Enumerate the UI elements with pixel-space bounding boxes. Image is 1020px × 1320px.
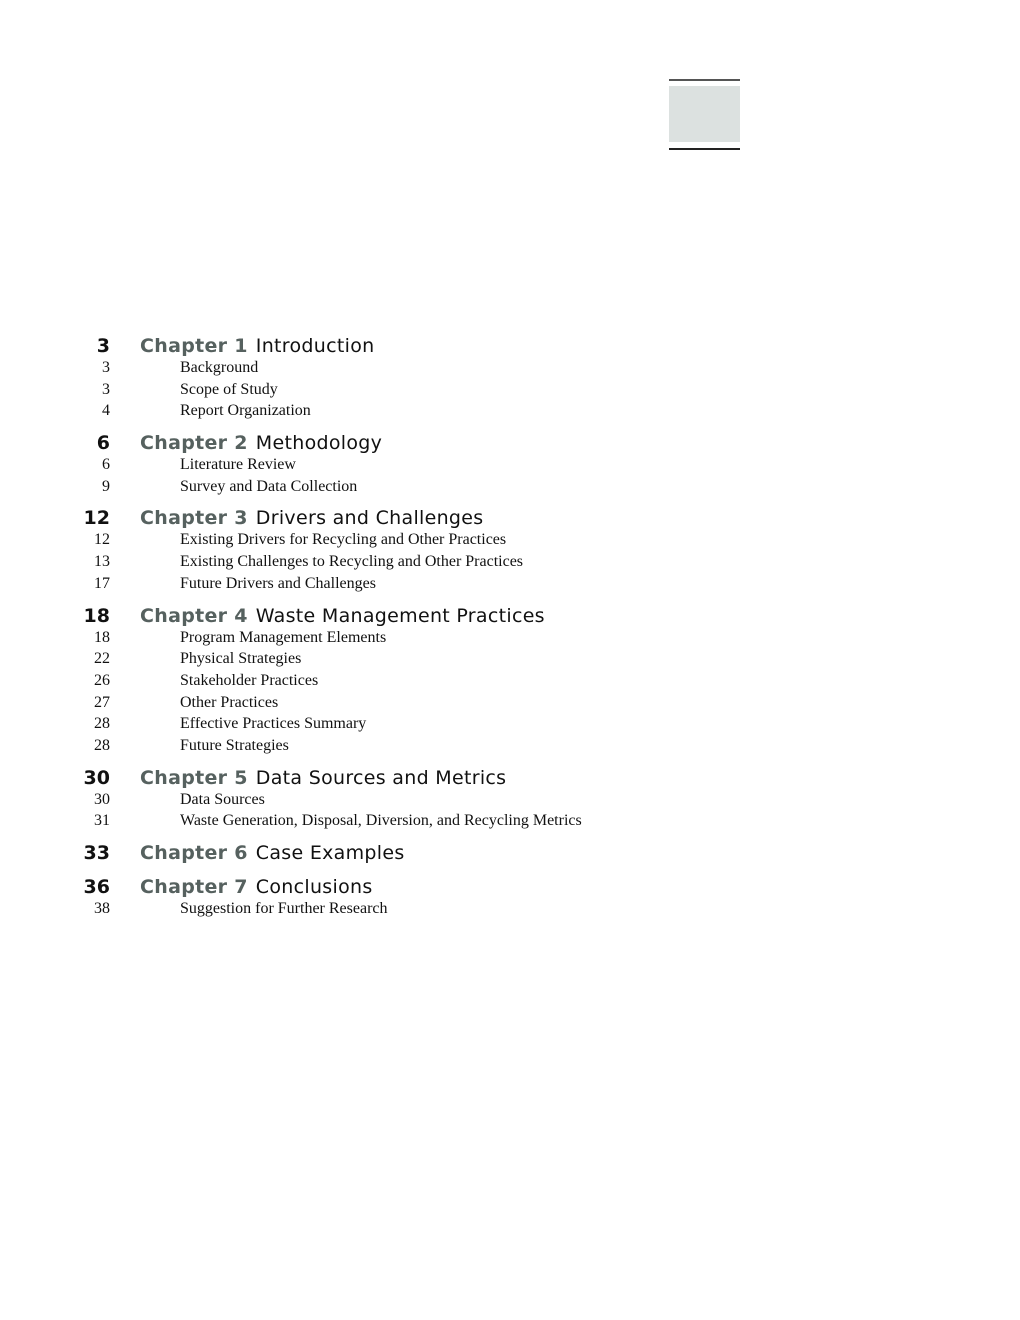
- section-title: Suggestion for Further Research: [180, 900, 388, 917]
- chapter-title: Case Examples: [255, 842, 405, 864]
- chapter-word: Chapter: [140, 507, 228, 530]
- toc-section-entry[interactable]: [0, 379, 1020, 401]
- chapter-word: Chapter: [140, 766, 228, 789]
- chapter-word: Chapter: [140, 432, 228, 455]
- section-page-number: 12: [94, 531, 110, 549]
- chapter-page-number: 30: [83, 766, 110, 789]
- toc-section-entry[interactable]: [0, 476, 1020, 498]
- toc-chapter-entry[interactable]: [0, 875, 1020, 899]
- section-title: Stakeholder Practices: [180, 671, 319, 689]
- chapter-page-number: 3: [96, 335, 110, 357]
- chapter-number: 7: [234, 876, 248, 898]
- section-page-number: 3: [102, 380, 110, 398]
- chapter-number: 4: [234, 604, 248, 627]
- section-title: Waste Generation, Disposal, Diversion, and Recycling Metrics: [180, 812, 582, 830]
- section-title: Literature Review: [180, 456, 296, 474]
- toc-section-entry[interactable]: [0, 627, 1020, 649]
- toc-chapter-entry[interactable]: [0, 431, 1020, 455]
- chapter-title: Introduction: [255, 335, 375, 357]
- chapter-number: 5: [234, 766, 248, 789]
- section-title: Existing Challenges to Recycling and Other Practices: [180, 553, 524, 571]
- toc-section-entry[interactable]: [0, 551, 1020, 573]
- toc-section-entry[interactable]: [0, 357, 1020, 379]
- chapter-page-number: 33: [83, 842, 110, 864]
- header-tab-block: [669, 86, 740, 142]
- section-page-number: 30: [94, 790, 110, 808]
- section-page-number: 4: [102, 402, 110, 420]
- toc-chapter-entry[interactable]: [0, 604, 1020, 628]
- section-page-number: 38: [94, 900, 110, 917]
- section-page-number: 18: [94, 628, 110, 646]
- chapter-title: Data Sources and Metrics: [255, 766, 507, 789]
- chapter-label: [140, 604, 545, 628]
- chapter-page-number: 18: [83, 604, 110, 627]
- toc-chapter-entry[interactable]: [0, 506, 1020, 530]
- toc-chapter-entry[interactable]: [0, 334, 1020, 358]
- section-title: Future Drivers and Challenges: [180, 574, 376, 592]
- chapter-title: Conclusions: [255, 876, 373, 898]
- section-page-number: 13: [94, 553, 110, 571]
- section-page-number: 31: [94, 812, 110, 830]
- chapter-page-number: 6: [96, 432, 110, 455]
- section-title: Data Sources: [180, 790, 265, 808]
- toc-section-entry[interactable]: [0, 692, 1020, 714]
- chapter-word: Chapter: [140, 876, 228, 898]
- toc-chapter-entry[interactable]: [0, 841, 1020, 865]
- chapter-title: Methodology: [255, 432, 383, 455]
- toc-section-entry[interactable]: [0, 454, 1020, 476]
- header-tab-rule-top: [669, 79, 740, 81]
- section-page-number: 26: [94, 671, 110, 689]
- section-page-number: 28: [94, 715, 110, 733]
- section-page-number: 28: [94, 736, 110, 754]
- chapter-title: Drivers and Challenges: [255, 507, 484, 530]
- section-page-number: 17: [94, 574, 110, 592]
- toc-chapter-entry[interactable]: [0, 766, 1020, 790]
- chapter-title: Waste Management Practices: [255, 604, 545, 627]
- header-tab-rule-bottom: [669, 148, 740, 150]
- section-title: Background: [180, 359, 259, 376]
- section-title: Survey and Data Collection: [180, 477, 358, 495]
- section-page-number: 9: [102, 477, 110, 495]
- chapter-word: Chapter: [140, 335, 228, 357]
- chapter-word: Chapter: [140, 604, 228, 627]
- chapter-word: Chapter: [140, 842, 228, 864]
- toc-section-entry[interactable]: [0, 898, 1020, 920]
- toc-section-entry[interactable]: [0, 670, 1020, 692]
- toc-section-entry[interactable]: [0, 400, 1020, 422]
- section-title: Report Organization: [180, 402, 311, 420]
- chapter-label: [140, 841, 405, 865]
- section-title: Scope of Study: [180, 380, 278, 398]
- toc-section-entry[interactable]: [0, 529, 1020, 551]
- toc-section-entry[interactable]: [0, 713, 1020, 735]
- section-title: Physical Strategies: [180, 650, 302, 668]
- chapter-page-number: 12: [83, 507, 110, 530]
- toc-section-entry[interactable]: [0, 735, 1020, 757]
- chapter-number: 6: [234, 842, 248, 864]
- chapter-label: [140, 875, 373, 899]
- toc-section-entry[interactable]: [0, 648, 1020, 670]
- chapter-label: [140, 334, 374, 358]
- section-title: Effective Practices Summary: [180, 715, 367, 733]
- chapter-page-number: 36: [83, 876, 110, 898]
- section-page-number: 27: [94, 693, 110, 711]
- chapter-label: [140, 766, 506, 790]
- table-of-contents: [0, 334, 1020, 920]
- toc-section-entry[interactable]: [0, 789, 1020, 811]
- section-title: Future Strategies: [180, 736, 289, 754]
- chapter-label: [140, 431, 382, 455]
- section-page-number: 22: [94, 650, 110, 668]
- section-title: Program Management Elements: [180, 628, 387, 646]
- chapter-label: [140, 506, 483, 530]
- section-page-number: 3: [102, 359, 110, 376]
- toc-section-entry[interactable]: [0, 573, 1020, 595]
- toc-section-entry[interactable]: [0, 810, 1020, 832]
- chapter-number: 2: [234, 432, 248, 455]
- chapter-number: 3: [234, 507, 248, 530]
- section-title: Existing Drivers for Recycling and Other Practices: [180, 531, 507, 549]
- section-page-number: 6: [102, 456, 110, 474]
- section-title: Other Practices: [180, 693, 279, 711]
- chapter-number: 1: [234, 335, 248, 357]
